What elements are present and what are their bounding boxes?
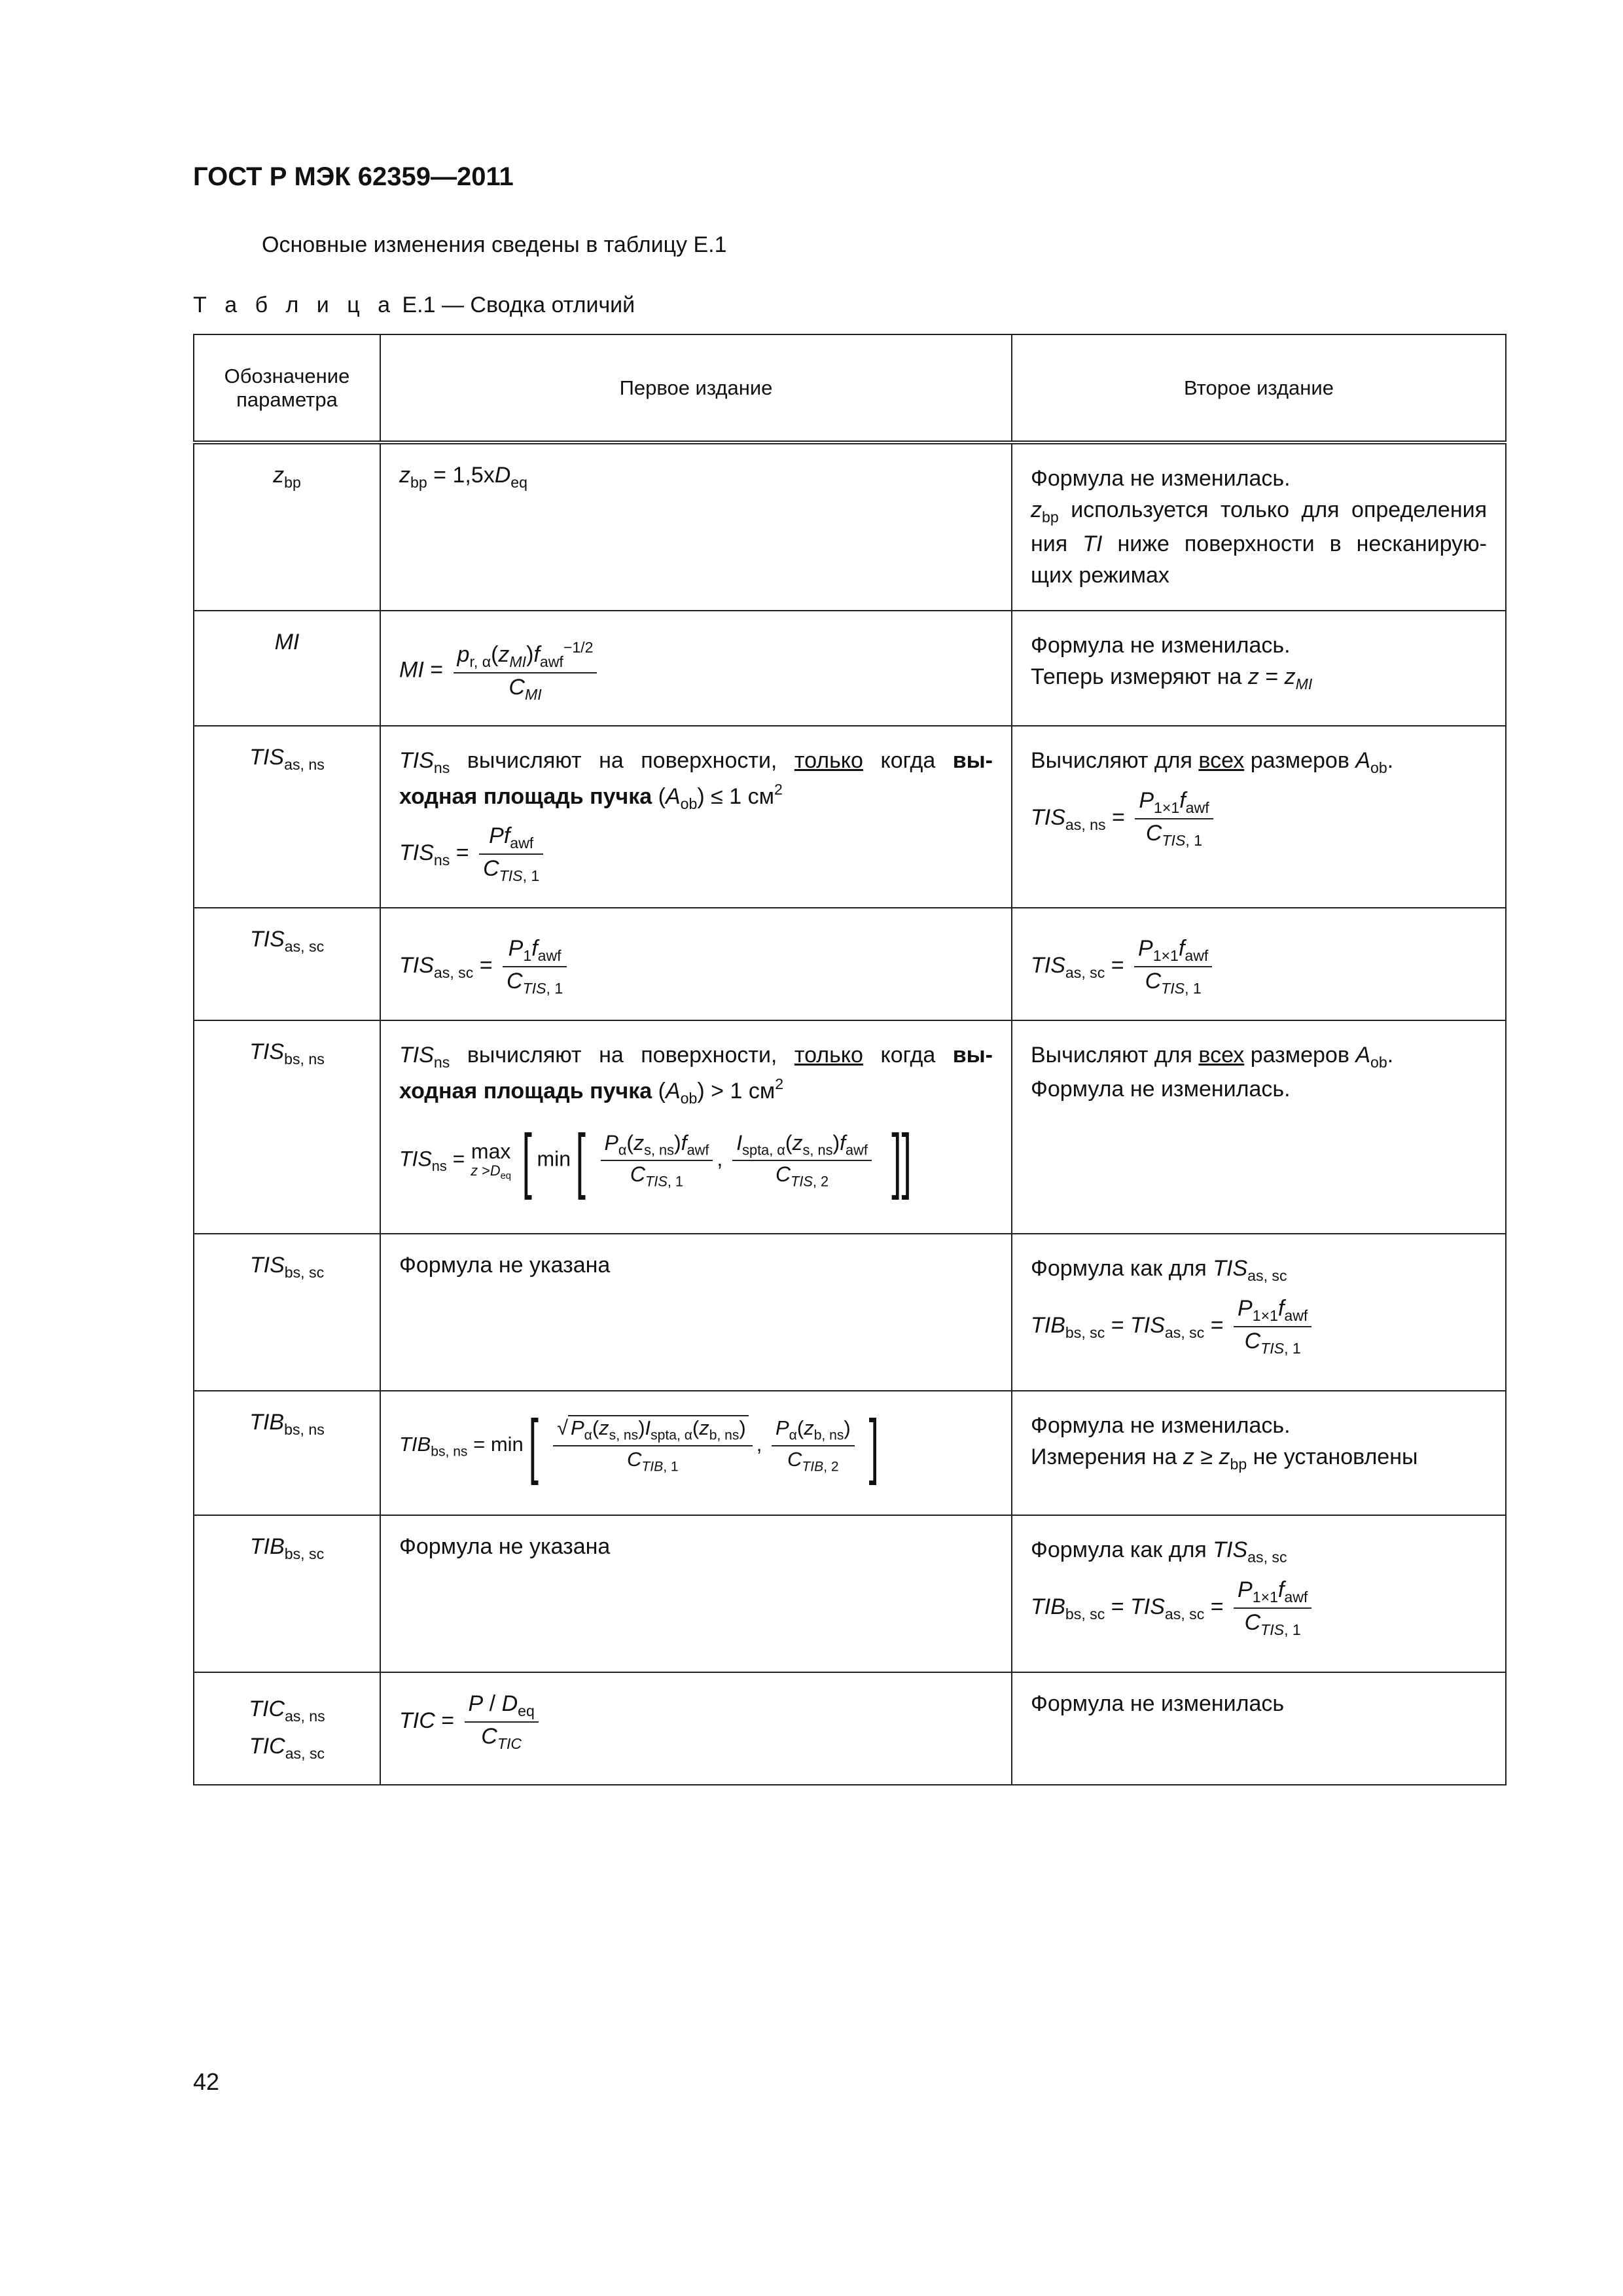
- page-number: 42: [193, 2068, 220, 2095]
- param-cell: $TIS_{bs, sc}$: [194, 1234, 380, 1391]
- first-edition-cell: Формула не указана: [380, 1515, 1012, 1672]
- param-cell: $TIB_{bs, sc}$: [194, 1515, 380, 1672]
- second-edition-cell: Формула как для $TIS_{as, sc}$ $TIB_{bs, sc} = TIS_{as, sc}$ = $\frac{P_{1\times 1}f_{awf}}{C_{TIS, 1}}$: [1012, 1515, 1506, 1672]
- param-cell: $z_{bp}$: [194, 442, 380, 611]
- table-row: [194, 1672, 1506, 1785]
- param-cell: $TIS_{as, sc}$: [194, 908, 380, 1020]
- summary-table: [193, 334, 1507, 1785]
- table-caption-label: Т а б л и ц а: [193, 293, 397, 317]
- param-cell: $TIB_{bs, ns}$: [194, 1391, 380, 1515]
- intro-text: Основные изменения сведены в таблицу Е.1: [262, 232, 727, 257]
- table-caption-title: Е.1 — Сводка отличий: [402, 293, 635, 317]
- document-header: ГОСТ Р МЭК 62359—2011: [193, 162, 514, 191]
- formula: MI = $\frac{p_{r, \alpha}(z_{MI})f_{awf}^{-1/2}}{C_{MI}}$: [399, 639, 993, 704]
- second-edition-cell: Формула как для $TIS_{as, sc}$ $TIB_{bs, sc} = TIS_{as, sc}$ = $\frac{P_{1\times 1}f_{awf}}{C_{TIS, 1}}$: [1012, 1234, 1506, 1391]
- second-edition-cell: Формула не изменилась. Измерения на $z \ge z_{bp}$ не установлены: [1012, 1391, 1506, 1515]
- first-edition-cell: $z_{bp} = 1,5xD_{eq}$: [380, 442, 1012, 611]
- first-edition-cell: [380, 908, 1012, 1020]
- second-edition-cell: Формула не изменилась: [1012, 1672, 1506, 1785]
- table-row: [194, 908, 1506, 1020]
- formula: TIC = $\frac{P / D_{eq}}{C_{TIC}}$: [399, 1691, 993, 1753]
- param-cell: $TIS_{as, ns}$: [194, 726, 380, 908]
- param-cell: MI: [194, 611, 380, 726]
- table-row: [194, 1515, 1506, 1672]
- table-row: [194, 726, 1506, 908]
- second-edition-cell: Формула не изменилась. $z_{bp}$ используется только для определения ния TI ниже поверхности в несканирую- щих режимах: [1012, 442, 1506, 611]
- table-row: [194, 611, 1506, 726]
- first-edition-cell: Формула не указана: [380, 1234, 1012, 1391]
- formula: $TIS_{as, sc}$ = $\frac{P_1f_{awf}}{C_{TIS, 1}}$: [399, 936, 993, 997]
- formula: $TIB_{bs, ns} = \min$[ $\frac{√ P_\alpha(z_{s, ns})I_{spta, \alpha}(z_{b, ns})}{C_{TIB, 1}}$ , $\frac{P_\alpha(z_{b, ns})}{C_{TIB, 2}}$ ]: [399, 1405, 880, 1486]
- header-parameter: Обозначение параметра: [194, 334, 380, 442]
- formula: $TIS_{ns}$ = $\frac{Pf_{awf}}{C_{TIS, 1}}$: [399, 823, 993, 885]
- table-caption: [193, 293, 635, 318]
- param-cell: $TIC_{as, ns}$ $TIC_{as, sc}$: [194, 1672, 380, 1785]
- table-header-row: [194, 334, 1506, 442]
- second-edition-cell: Формула не изменилась. Теперь измеряют на $z = z_{MI}$: [1012, 611, 1506, 726]
- first-edition-cell: [380, 1672, 1012, 1785]
- formula: $TIB_{bs, sc} = TIS_{as, sc}$ = $\frac{P_{1\times 1}f_{awf}}{C_{TIS, 1}}$: [1031, 1577, 1487, 1639]
- second-edition-cell: [1012, 908, 1506, 1020]
- first-edition-cell: [380, 611, 1012, 726]
- table-row: [194, 1391, 1506, 1515]
- formula: $TIS_{as, sc}$ = $\frac{P_{1\times 1}f_{awf}}{C_{TIS, 1}}$: [1031, 936, 1487, 997]
- second-edition-cell: Вычисляют для всех размеров $A_{ob}$. $TIS_{as, ns}$ = $\frac{P_{1\times 1}f_{awf}}{C_{TIS, 1}}$: [1012, 726, 1506, 908]
- formula: $TIS_{ns} = \max$ $z >D_{eq}$ [ min[ $\frac{P_\alpha(z_{s, ns})f_{awf}}{C_{TIS, 1}}$ , $\frac{I_{spta, \alpha}(z_{s, ns})f_{awf}}{C_{TIS, 2}}$ ]]: [399, 1120, 912, 1201]
- table-row: [194, 442, 1506, 611]
- second-edition-cell: Вычисляют для всех размеров $A_{ob}$. Формула не изменилась.: [1012, 1020, 1506, 1234]
- first-edition-cell: $TIS_{ns}$ вычисляют на поверхности, только когда вы- ходная площадь пучка $(A_{ob}) > 1$ $см^2$ $TIS_{ns} = \max$ $z >D_{eq}$ [ min[ $\frac{P_\alpha(z_{s, ns})f_{awf}}{C_{TIS, 1}}$ , $\frac{I_{spta, \alpha}(z_{s, ns})f_{awf}}{C_{TIS, 2}}$ ]]: [380, 1020, 1012, 1234]
- formula: $TIB_{bs, sc} = TIS_{as, sc}$ = $\frac{P_{1\times 1}f_{awf}}{C_{TIS, 1}}$: [1031, 1296, 1487, 1357]
- table-row: [194, 1020, 1506, 1234]
- header-first-edition: Первое издание: [380, 334, 1012, 442]
- header-second-edition: Второе издание: [1012, 334, 1506, 442]
- first-edition-cell: $TIS_{ns}$ вычисляют на поверхности, только когда вы- ходная площадь пучка $(A_{ob}) \le 1$ $см^2$ $TIS_{ns}$ = $\frac{Pf_{awf}}{C_{TIS, 1}}$: [380, 726, 1012, 908]
- first-edition-cell: [380, 1391, 1012, 1515]
- table-row: [194, 1234, 1506, 1391]
- formula: $TIS_{as, ns}$ = $\frac{P_{1\times 1}f_{awf}}{C_{TIS, 1}}$: [1031, 788, 1487, 850]
- param-cell: $TIS_{bs, ns}$: [194, 1020, 380, 1234]
